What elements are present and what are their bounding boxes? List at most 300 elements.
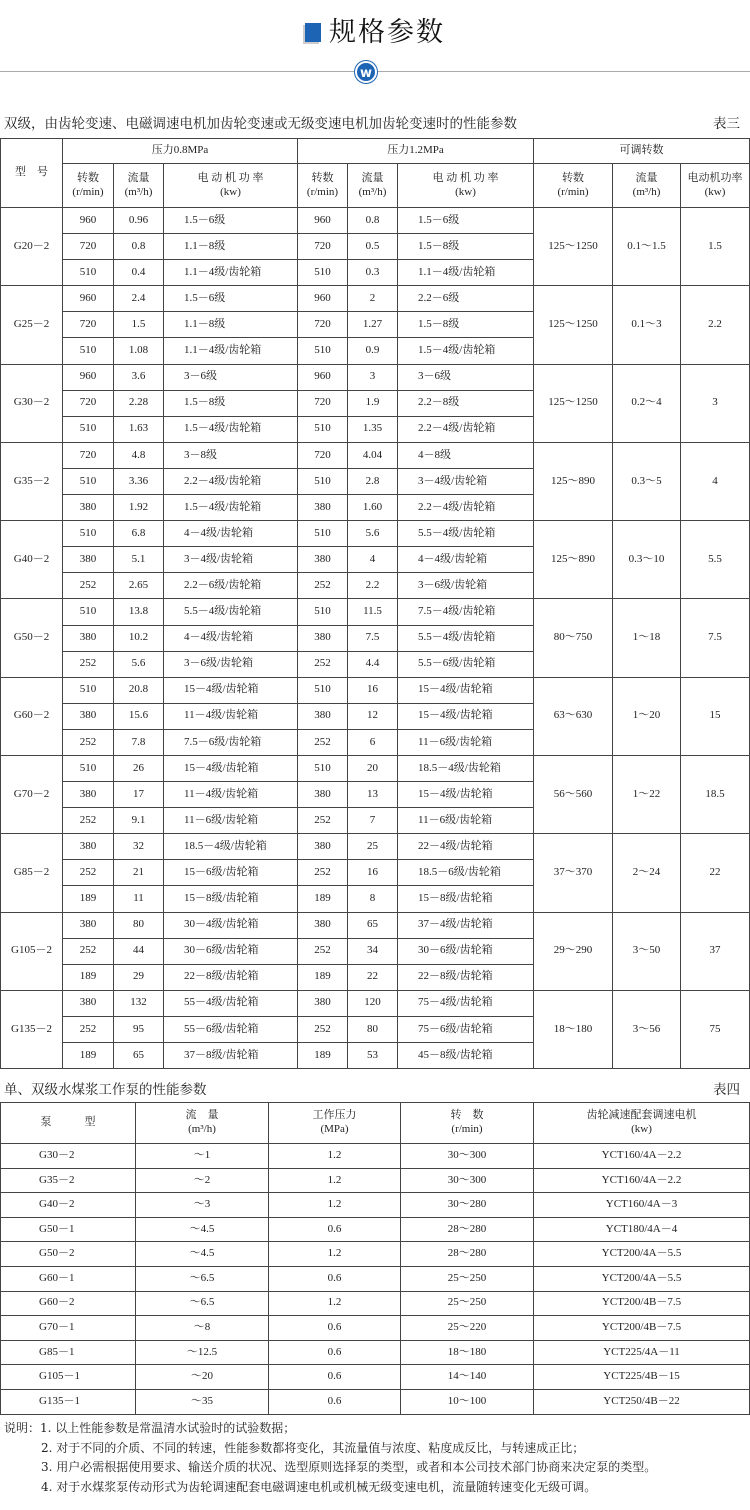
table-cell: YCT200/4A－5.5 — [534, 1242, 750, 1267]
table-cell: 4－4级/齿轮箱 — [164, 521, 298, 547]
subheader-unit: (m³/h) — [358, 185, 387, 198]
adjustable-cell: 0.3～10 — [613, 521, 681, 599]
table-cell: G35－2 — [1, 1168, 136, 1193]
table-row — [1, 1144, 750, 1169]
table-cell: 720 — [63, 312, 114, 338]
table-cell: 0.6 — [269, 1266, 401, 1291]
table-cell: 252 — [63, 573, 114, 599]
table-cell: 1.5－8级 — [164, 390, 298, 416]
adjustable-cell: 15 — [681, 677, 750, 755]
performance-table-3 — [0, 138, 750, 1069]
table-cell: 960 — [298, 208, 348, 234]
table-cell: 380 — [63, 782, 114, 808]
table-cell: 5.5－4级/齿轮箱 — [398, 521, 534, 547]
subheader-unit: (kw) — [455, 185, 476, 198]
table-cell: 28～280 — [401, 1217, 534, 1242]
note-line: 4. 对于水煤浆泵传动形式为齿轮调速配套电磁调速电机或机械无级变速电机，流量随转速变化无级可调。 — [41, 1479, 597, 1494]
table-cell: 189 — [298, 1043, 348, 1069]
adjustable-cell: 1.5 — [681, 208, 750, 286]
table-cell: G105－1 — [1, 1365, 136, 1390]
table-cell: 510 — [63, 338, 114, 364]
table-cell: 30～300 — [401, 1168, 534, 1193]
table-cell: 2.2－6级 — [398, 286, 534, 312]
table-cell: 960 — [63, 286, 114, 312]
caption-text: 双级，由齿轮变速、电磁调速电机加齿轮变速或无级变速电机加齿轮变速时的性能参数 — [4, 116, 517, 132]
table-cell: 53 — [348, 1043, 398, 1069]
table-cell: 380 — [298, 495, 348, 521]
table-cell: 380 — [298, 625, 348, 651]
table-row — [1, 1242, 750, 1267]
table-cell: 65 — [114, 1043, 164, 1069]
table-cell: 510 — [63, 677, 114, 703]
table-cell: 720 — [298, 312, 348, 338]
table-cell: YCT200/4A－5.5 — [534, 1266, 750, 1291]
table-cell: 380 — [63, 625, 114, 651]
table-cell: 3－6级/齿轮箱 — [164, 651, 298, 677]
table-cell: ～4.5 — [136, 1242, 269, 1267]
table-cell: 0.9 — [348, 338, 398, 364]
adjustable-cell: 125～1250 — [534, 364, 613, 442]
adjustable-cell: 7.5 — [681, 599, 750, 677]
table-cell: 380 — [63, 990, 114, 1016]
subheader-unit: (kw) — [704, 185, 726, 198]
subheader-unit: (m³/h) — [632, 185, 661, 198]
subheader-unit: (r/min) — [306, 185, 339, 198]
subheader-label: 电 动 机 功 率 — [197, 171, 264, 184]
page-title — [0, 10, 750, 49]
table-cell: 34 — [348, 938, 398, 964]
table-cell: 252 — [63, 808, 114, 834]
table-cell: 32 — [114, 834, 164, 860]
table-cell: 17 — [114, 782, 164, 808]
table-cell: 2 — [348, 286, 398, 312]
table-cell: 55－4级/齿轮箱 — [164, 990, 298, 1016]
table-cell: 380 — [298, 547, 348, 573]
table-cell: ～3 — [136, 1193, 269, 1218]
table-cell: 4 — [348, 547, 398, 573]
adjustable-cell: 29～290 — [534, 912, 613, 990]
table-cell: 510 — [298, 521, 348, 547]
table-cell: YCT200/4B－7.5 — [534, 1291, 750, 1316]
table-row — [1, 521, 750, 547]
subheader-unit: (m³/h) — [124, 185, 153, 198]
table-label: 表四 — [713, 1082, 740, 1098]
table-cell: 252 — [298, 651, 348, 677]
table-cell: 510 — [63, 416, 114, 442]
table-cell: 2.2 — [348, 573, 398, 599]
table-cell: 30～300 — [401, 1144, 534, 1169]
table-cell: ～1 — [136, 1144, 269, 1169]
adjustable-cell: 1～20 — [613, 677, 681, 755]
table-cell: 252 — [298, 573, 348, 599]
table-cell: ～8 — [136, 1316, 269, 1341]
table-cell: 15－4级/齿轮箱 — [398, 677, 534, 703]
table-cell: 4.04 — [348, 442, 398, 468]
table-cell: 720 — [298, 390, 348, 416]
table-cell: 37－8级/齿轮箱 — [164, 1043, 298, 1069]
table-cell: 510 — [63, 468, 114, 494]
table-row — [1, 1291, 750, 1316]
table-cell: 720 — [63, 234, 114, 260]
table-cell: YCT160/4A－2.2 — [534, 1168, 750, 1193]
table-cell: 1.63 — [114, 416, 164, 442]
table-cell: 1.2 — [269, 1193, 401, 1218]
table-cell: 2.2－6级/齿轮箱 — [164, 573, 298, 599]
table-cell: 1.1－4级/齿轮箱 — [164, 338, 298, 364]
table-cell: 189 — [63, 964, 114, 990]
table-cell: 18.5－6级/齿轮箱 — [398, 860, 534, 886]
table-cell: G30－2 — [1, 1144, 136, 1169]
table-row — [1, 755, 750, 781]
table-cell: YCT160/4A－3 — [534, 1193, 750, 1218]
table-cell: 22－8级/齿轮箱 — [398, 964, 534, 990]
table-cell: 5.5－6级/齿轮箱 — [398, 651, 534, 677]
table-cell: 11－6级/齿轮箱 — [164, 808, 298, 834]
table-row — [1, 1193, 750, 1218]
table-row — [1, 1266, 750, 1291]
table-cell: 3－8级 — [164, 442, 298, 468]
table-cell: 28～280 — [401, 1242, 534, 1267]
table-cell: 1.5－8级 — [398, 234, 534, 260]
table-cell: 15－8级/齿轮箱 — [398, 886, 534, 912]
table-cell: 720 — [63, 390, 114, 416]
table-cell: 1.5－8级 — [398, 312, 534, 338]
table-cell: 15－6级/齿轮箱 — [164, 860, 298, 886]
table-cell: 510 — [63, 521, 114, 547]
table-cell: 10～100 — [401, 1389, 534, 1414]
table-row — [1, 1217, 750, 1242]
table-cell: 380 — [63, 834, 114, 860]
table-cell: 1.1－8级 — [164, 312, 298, 338]
column-header — [136, 1103, 269, 1144]
table-cell: 252 — [63, 860, 114, 886]
table-cell: 15－4级/齿轮箱 — [164, 755, 298, 781]
table-cell: 13.8 — [114, 599, 164, 625]
table-cell: 25～250 — [401, 1266, 534, 1291]
table-cell: G40－2 — [1, 1193, 136, 1218]
table-row — [1, 364, 750, 390]
table-cell: 7.5 — [348, 625, 398, 651]
subheader — [534, 164, 613, 208]
w-logo-icon: w — [355, 61, 377, 83]
table-cell: 510 — [63, 260, 114, 286]
adjustable-cell: 4 — [681, 442, 750, 520]
model-cell: G105－2 — [1, 912, 63, 990]
model-cell: G135－2 — [1, 990, 63, 1068]
header-label: 工作压力 — [312, 1109, 357, 1122]
subheader-label: 转数 — [311, 171, 334, 184]
table-cell: 80 — [348, 1016, 398, 1042]
table-cell: G85－1 — [1, 1340, 136, 1365]
table-cell: 1.2 — [269, 1242, 401, 1267]
header-label: 泵 型 — [40, 1116, 96, 1129]
table-row — [1, 1389, 750, 1414]
adjustable-cell: 125～1250 — [534, 286, 613, 364]
model-cell: G20－2 — [1, 208, 63, 286]
table-cell: 0.6 — [269, 1340, 401, 1365]
table-cell: 0.6 — [269, 1217, 401, 1242]
table-row — [1, 1316, 750, 1341]
table-cell: 16 — [348, 677, 398, 703]
table-cell: G50－1 — [1, 1217, 136, 1242]
model-cell: G70－2 — [1, 755, 63, 833]
table-cell: 14～140 — [401, 1365, 534, 1390]
table-cell: 189 — [298, 886, 348, 912]
table-cell: 720 — [298, 442, 348, 468]
table-cell: 252 — [298, 1016, 348, 1042]
table-cell: 5.6 — [114, 651, 164, 677]
table-cell: 380 — [63, 547, 114, 573]
table-cell: 720 — [298, 234, 348, 260]
subheader-label: 流量 — [635, 171, 658, 184]
title-text: 规格参数 — [329, 17, 445, 48]
header-unit: (MPa) — [320, 1123, 349, 1135]
table-cell: ～4.5 — [136, 1217, 269, 1242]
table-cell: 15－8级/齿轮箱 — [164, 886, 298, 912]
adjustable-cell: 2.2 — [681, 286, 750, 364]
subheader — [63, 164, 114, 208]
table-cell: 22 — [348, 964, 398, 990]
table-cell: 1.92 — [114, 495, 164, 521]
table-cell: 510 — [298, 599, 348, 625]
table-cell: G60－1 — [1, 1266, 136, 1291]
subheader-unit: (kw) — [220, 185, 241, 198]
header-adjustable: 可调转数 — [534, 139, 750, 164]
subheader-label: 流量 — [127, 171, 150, 184]
table-cell: 0.5 — [348, 234, 398, 260]
table-cell: 0.6 — [269, 1389, 401, 1414]
table-cell: 6 — [348, 729, 398, 755]
header-label: 流 量 — [185, 1109, 219, 1122]
table-cell: 380 — [298, 782, 348, 808]
adjustable-cell: 37 — [681, 912, 750, 990]
table-cell: YCT225/4B－15 — [534, 1365, 750, 1390]
table-cell: 252 — [298, 860, 348, 886]
table-cell: G60－2 — [1, 1291, 136, 1316]
table-cell: 510 — [298, 416, 348, 442]
adjustable-cell: 3～50 — [613, 912, 681, 990]
note-line: 说明：1. 以上性能参数是常温清水试验时的试验数据； — [4, 1421, 296, 1435]
table-cell: 1.5－6级 — [398, 208, 534, 234]
table-cell: 380 — [63, 912, 114, 938]
table-cell: 252 — [63, 729, 114, 755]
table-cell: 11－4级/齿轮箱 — [164, 782, 298, 808]
table-cell: 30－6级/齿轮箱 — [398, 938, 534, 964]
table-cell: 132 — [114, 990, 164, 1016]
table-label: 表三 — [713, 116, 740, 132]
table-cell: 18.5－4级/齿轮箱 — [398, 755, 534, 781]
table-cell: 1.1－4级/齿轮箱 — [164, 260, 298, 286]
table-cell: 1.5－6级 — [164, 286, 298, 312]
table-cell: 55－6级/齿轮箱 — [164, 1016, 298, 1042]
column-header — [534, 1103, 750, 1144]
table-cell: 15.6 — [114, 703, 164, 729]
table-row — [1, 912, 750, 938]
table-cell: 65 — [348, 912, 398, 938]
table-row — [1, 1168, 750, 1193]
model-cell: G30－2 — [1, 364, 63, 442]
table-cell: 30－4级/齿轮箱 — [164, 912, 298, 938]
table-cell: 11－6级/齿轮箱 — [398, 729, 534, 755]
notes — [4, 1419, 656, 1497]
table-cell: ～2 — [136, 1168, 269, 1193]
table-cell: 380 — [63, 703, 114, 729]
table-cell: G50－2 — [1, 1242, 136, 1267]
table-cell: 510 — [298, 260, 348, 286]
table-cell: 5.5－4级/齿轮箱 — [164, 599, 298, 625]
table-cell: 11－4级/齿轮箱 — [164, 703, 298, 729]
table3-caption — [4, 112, 740, 132]
header-pressure-12: 压力1.2MPa — [298, 139, 534, 164]
table-cell: 5.5－4级/齿轮箱 — [398, 625, 534, 651]
header-label: 转 数 — [450, 1109, 484, 1122]
subheader — [681, 164, 750, 208]
adjustable-cell: 2～24 — [613, 834, 681, 912]
performance-table-4 — [0, 1102, 750, 1415]
table-cell: 510 — [63, 755, 114, 781]
table-cell: 9.1 — [114, 808, 164, 834]
adjustable-cell: 75 — [681, 990, 750, 1068]
table-cell: 2.4 — [114, 286, 164, 312]
table-cell: 75－4级/齿轮箱 — [398, 990, 534, 1016]
table-row — [1, 286, 750, 312]
table-cell: 25 — [348, 834, 398, 860]
table-cell: 2.2－8级 — [398, 390, 534, 416]
table-cell: 2.28 — [114, 390, 164, 416]
table-cell: 3 — [348, 364, 398, 390]
table-cell: G70－1 — [1, 1316, 136, 1341]
adjustable-cell: 0.1～1.5 — [613, 208, 681, 286]
table-cell: 7.5－6级/齿轮箱 — [164, 729, 298, 755]
table-cell: 45－8级/齿轮箱 — [398, 1043, 534, 1069]
table-cell: 510 — [298, 677, 348, 703]
table-cell: 2.2－4级/齿轮箱 — [398, 495, 534, 521]
column-header — [401, 1103, 534, 1144]
table-cell: 3－4级/齿轮箱 — [164, 547, 298, 573]
table-cell: YCT160/4A－2.2 — [534, 1144, 750, 1169]
table-row — [1, 834, 750, 860]
subheader — [164, 164, 298, 208]
model-cell: G25－2 — [1, 286, 63, 364]
table-cell: 189 — [63, 1043, 114, 1069]
table-cell: 380 — [298, 703, 348, 729]
table-cell: 1.2 — [269, 1144, 401, 1169]
table-cell: YCT200/4B－7.5 — [534, 1316, 750, 1341]
table-cell: 252 — [63, 938, 114, 964]
table-cell: 25～250 — [401, 1291, 534, 1316]
subheader — [398, 164, 534, 208]
table-cell: 0.8 — [114, 234, 164, 260]
table-cell: 189 — [63, 886, 114, 912]
table4-caption — [4, 1078, 740, 1098]
model-cell: G50－2 — [1, 599, 63, 677]
table-cell: 1.27 — [348, 312, 398, 338]
table-cell: 7.5－4级/齿轮箱 — [398, 599, 534, 625]
table-cell: 3.36 — [114, 468, 164, 494]
table-cell: 1.35 — [348, 416, 398, 442]
header-pressure-08: 压力0.8MPa — [63, 139, 298, 164]
table-row — [1, 990, 750, 1016]
table-cell: 0.6 — [269, 1365, 401, 1390]
table-cell: 380 — [63, 495, 114, 521]
table-cell: ～6.5 — [136, 1266, 269, 1291]
table-cell: 16 — [348, 860, 398, 886]
model-cell: G40－2 — [1, 521, 63, 599]
table-cell: 380 — [298, 912, 348, 938]
table-cell: 15－4级/齿轮箱 — [398, 703, 534, 729]
table-cell: 4.4 — [348, 651, 398, 677]
subheader-label: 电 动 机 功 率 — [432, 171, 499, 184]
column-header — [269, 1103, 401, 1144]
square-bullet-icon — [305, 23, 321, 42]
table-cell: 30－6级/齿轮箱 — [164, 938, 298, 964]
table-cell: 0.8 — [348, 208, 398, 234]
subheader-label: 流量 — [361, 171, 384, 184]
caption-text: 单、双级水煤浆工作泵的性能参数 — [4, 1082, 207, 1098]
table-cell: 0.96 — [114, 208, 164, 234]
table-cell: 20 — [348, 755, 398, 781]
table-cell: 26 — [114, 755, 164, 781]
table-cell: 4－4级/齿轮箱 — [398, 547, 534, 573]
adjustable-cell: 0.3～5 — [613, 442, 681, 520]
table-cell: YCT225/4A－11 — [534, 1340, 750, 1365]
table-cell: 5.1 — [114, 547, 164, 573]
table-cell: 380 — [298, 834, 348, 860]
table-cell: 37－4级/齿轮箱 — [398, 912, 534, 938]
table-cell: 510 — [298, 338, 348, 364]
table-row — [1, 442, 750, 468]
header-unit: (r/min) — [451, 1123, 483, 1135]
adjustable-cell: 125～1250 — [534, 208, 613, 286]
table-row — [1, 1365, 750, 1390]
table-cell: 44 — [114, 938, 164, 964]
adjustable-cell: 0.1～3 — [613, 286, 681, 364]
table-cell: 252 — [298, 808, 348, 834]
note-line: 3. 用户必需根据使用要求、输送介质的状况、选型原则选择泵的类型，或者和本公司技术部门协商来决定泵的类型。 — [41, 1460, 657, 1474]
table-cell: 960 — [298, 286, 348, 312]
subheader-unit: (r/min) — [557, 185, 589, 198]
table-cell: 1.60 — [348, 495, 398, 521]
table-cell: 13 — [348, 782, 398, 808]
header-unit: (m³/h) — [188, 1123, 216, 1135]
table-cell: 1.1－4级/齿轮箱 — [398, 260, 534, 286]
adjustable-cell: 22 — [681, 834, 750, 912]
table-cell: 8 — [348, 886, 398, 912]
subheader — [613, 164, 681, 208]
table-cell: 80 — [114, 912, 164, 938]
adjustable-cell: 5.5 — [681, 521, 750, 599]
table-cell: 7.8 — [114, 729, 164, 755]
header-model: 型 号 — [1, 139, 63, 208]
table-cell: 0.6 — [269, 1316, 401, 1341]
table-cell: 3－4级/齿轮箱 — [398, 468, 534, 494]
table-cell: 29 — [114, 964, 164, 990]
table-cell: 2.2－4级/齿轮箱 — [398, 416, 534, 442]
subheader-unit: (r/min) — [72, 185, 104, 198]
table-cell: 1.9 — [348, 390, 398, 416]
table-cell: 510 — [63, 599, 114, 625]
table-cell: 18.5－4级/齿轮箱 — [164, 834, 298, 860]
table-cell: 1.1－8级 — [164, 234, 298, 260]
table-cell: 25～220 — [401, 1316, 534, 1341]
table-cell: 1.5－6级 — [164, 208, 298, 234]
column-header — [1, 1103, 136, 1144]
table-cell: 18～180 — [401, 1340, 534, 1365]
subheader-label: 转数 — [77, 171, 99, 184]
table-row — [1, 1340, 750, 1365]
table-cell: 510 — [298, 468, 348, 494]
table-cell: 1.2 — [269, 1291, 401, 1316]
